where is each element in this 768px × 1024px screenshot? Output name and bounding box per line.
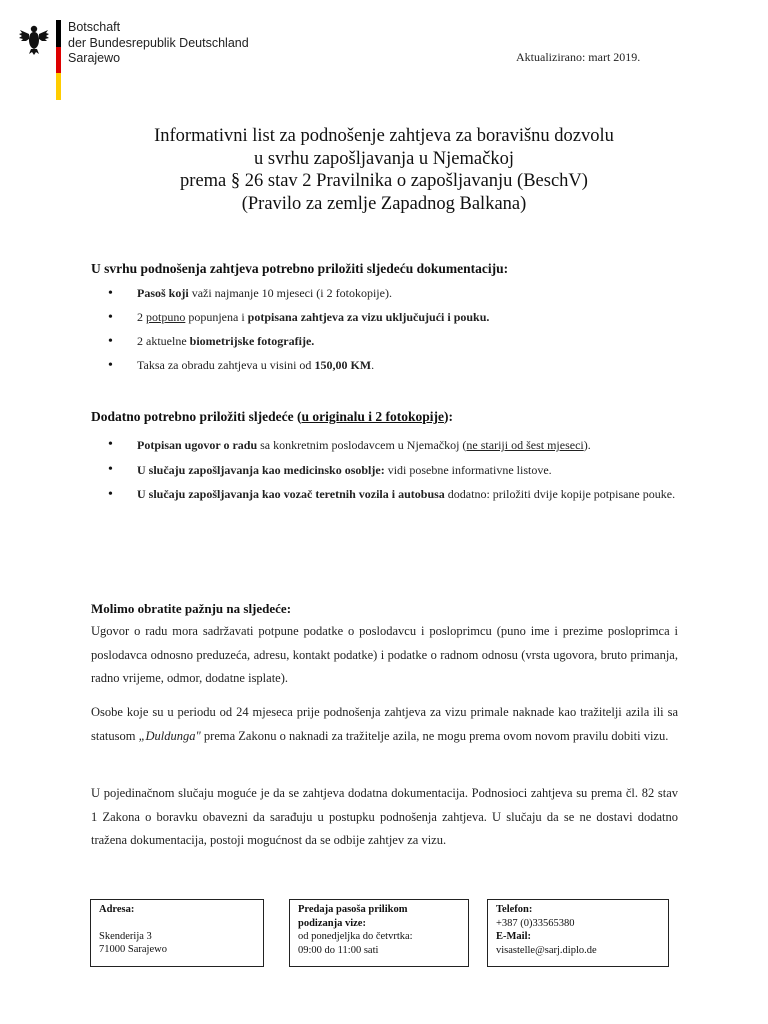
- contract-post: ).: [583, 438, 591, 452]
- list-item: [108, 459, 678, 481]
- pickup-box: [289, 899, 469, 967]
- email-address[interactable]: visastelle@sarj.diplo.de: [496, 944, 597, 956]
- medical-text: vidi posebne informativne listove.: [384, 463, 552, 477]
- address-label: Adresa:: [99, 904, 135, 915]
- title-line: prema § 26 stav 2 Pravilnika o zapošljavanju (BeschV): [180, 171, 588, 191]
- pickup-days: od ponedjeljka do četvrtka:: [298, 931, 413, 942]
- federal-eagle-icon: [18, 22, 50, 56]
- flag-stripe-gold: [56, 73, 61, 100]
- section2-list: [108, 434, 678, 505]
- section2-heading: [91, 409, 453, 425]
- section1-list: [108, 285, 678, 374]
- notice-paragraph-2: [91, 701, 678, 748]
- photos-bold: biometrijske fotografije.: [189, 334, 315, 348]
- passport-bold: Pasoš koji: [137, 286, 189, 300]
- phone-number: +387 (0)33565380: [496, 917, 575, 929]
- list-item: [108, 434, 678, 456]
- title-line: Informativni list za podnošenje zahtjeva za boravišnu dozvolu: [154, 126, 614, 146]
- pickup-label: Predaja pasoša prilikom: [298, 904, 408, 915]
- document-title: [60, 125, 708, 215]
- list-item: [108, 309, 678, 326]
- p2-post: prema Zakonu o naknadi za tražitelje azila, ne mogu prema ovom novom pravilu dobiti vizu.: [200, 728, 669, 743]
- p2-pre: Osobe koje su u periodu od 24 mjeseca prije podnošenja zahtjeva za vizu primale naknade kao tražitelji azila ili sa statusom: [91, 705, 678, 743]
- title-line: (Pravilo za zemlje Zapadnog Balkana): [241, 193, 527, 214]
- forms-underlined: potpuno: [146, 310, 186, 324]
- notice-paragraph-1: Ugovor o radu mora sadržavati potpune podatke o poslodavcu i posloprimcu (puno ime i prezime posloprimca i poslodavca odnosno preduzeća, adresu, kontakt podatke) i podatke o radnom odnosu (vrsta ugovora, bruto primanja, radno vrijeme, odmor, dodatne isplate).: [91, 624, 678, 685]
- pickup-hours: 09:00 do 11:00 sati: [298, 944, 379, 956]
- section2-heading-pre: Dodatno potrebno priložiti sljedeće (: [91, 409, 302, 424]
- forms-pre: 2: [137, 310, 146, 324]
- fee-amount: 150,00 KM: [314, 358, 372, 372]
- updated-date: Aktualizirano: mart 2019.: [516, 50, 641, 64]
- address-box: [90, 899, 264, 967]
- title-line: u svrhu zapošljavanja u Njemačkoj: [254, 148, 514, 169]
- section2-heading-post: ):: [444, 409, 453, 424]
- list-item: [108, 285, 678, 302]
- forms-mid: popunjena i: [185, 310, 248, 324]
- org-line: der Bundesrepublik Deutschland: [68, 35, 249, 50]
- section3-heading: Molimo obratite pažnju na sljedeće:: [91, 601, 292, 616]
- embassy-name: [68, 20, 249, 67]
- list-item: [108, 484, 678, 505]
- passport-text: važi najmanje 10 mjeseci (i 2 fotokopije).: [188, 286, 392, 300]
- notice-paragraph-3: U pojedinačnom slučaju moguće je da se zahtjeva dodatna dokumentacija. Podnosioci zahtjeva su prema čl. 82 stav 1 Zakona o boravku obavezni da sarađuju u postupku podnošenja zahtjeva. U slučaju da se ne dostavi dodatno tražena dokumentacija, postoji mogućnost da se odbije zahtjev za vizu.: [91, 786, 678, 847]
- fee-pre: Taksa za obradu zahtjeva u visini od: [137, 358, 315, 372]
- section1-heading: U svrhu podnošenja zahtjeva potrebno priložiti sljedeću dokumentaciju:: [91, 261, 509, 276]
- email-label: E-Mail:: [496, 931, 531, 942]
- org-line: Botschaft: [68, 20, 121, 34]
- contract-mid: sa konkretnim poslodavcem u Njemačkoj (: [257, 438, 467, 452]
- list-item: [108, 333, 678, 350]
- driver-bold: U slučaju zapošljavanja kao vozač teretnih vozila i autobusa: [137, 487, 445, 501]
- list-item: [108, 357, 678, 374]
- org-line: Sarajewo: [68, 51, 121, 65]
- driver-text: dodatno: priložiti dvije kopije potpisane pouke.: [444, 487, 676, 501]
- section2-heading-underlined: u originalu i 2 fotokopije: [301, 409, 444, 424]
- german-flag-bar: [56, 20, 61, 100]
- contact-box: [487, 899, 669, 967]
- flag-stripe-black: [56, 20, 61, 47]
- photos-pre: 2 aktuelne: [137, 334, 190, 348]
- p2-italic: „Duldunga": [138, 728, 201, 743]
- fee-post: .: [371, 358, 375, 372]
- address-line: 71000 Sarajewo: [99, 944, 167, 955]
- contract-bold: Potpisan ugovor o radu: [137, 438, 258, 452]
- forms-bold: potpisana zahtjeva za vizu uključujući i pouku.: [247, 310, 490, 324]
- flag-stripe-red: [56, 47, 61, 74]
- medical-bold: U slučaju zapošljavanja kao medicinsko osoblje:: [137, 463, 385, 477]
- address-line: Skenderija 3: [99, 930, 152, 942]
- pickup-label: podizanja vize:: [298, 917, 366, 929]
- phone-label: Telefon:: [496, 904, 533, 915]
- contract-underlined: ne stariji od šest mjeseci: [466, 438, 584, 452]
